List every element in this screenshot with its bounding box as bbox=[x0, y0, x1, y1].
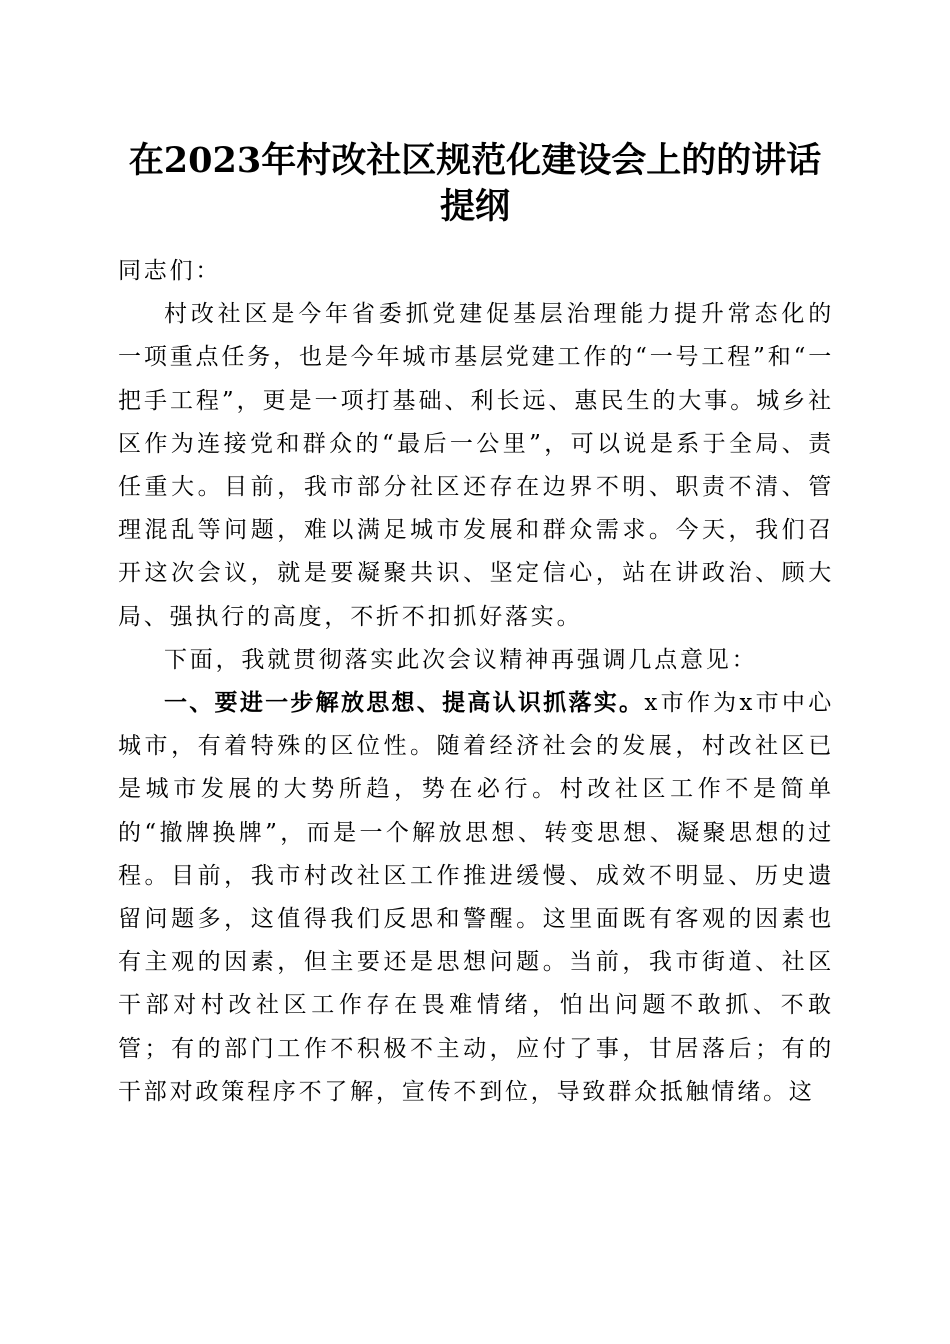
section-1-body: x市作为x市中心城市，有着特殊的区位性。随着经济社会的发展，村改社区已是城市发展的大势所趋，势在必行。村改社区工作不是简单的“撤牌换牌”，而是一个解放思想、转变思想、凝聚思想的过程。目前，我市村改社区工作推进缓慢、成效不明显、历史遗留问题多，这值得我们反思和警醒。这里面既有客观的因素也有主观的因素，但主要还是思想问题。当前，我市街道、社区干部对村改社区工作存在畏难情绪，怕出问题不敢抓、不敢管；有的部门工作不积极不主动，应付了事，甘居落后；有的干部对政策程序不了解，宣传不到位，导致群众抵触情绪。这 bbox=[118, 690, 835, 1105]
document-title bbox=[100, 138, 850, 230]
paragraph-intro: 村改社区是今年省委抓党建促基层治理能力提升常态化的一项重点任务，也是今年城市基层党建工作的“一号工程”和“一把手工程”，更是一项打基础、利长远、惠民生的大事。城乡社区作为连接党和群众的“最后一公里”，可以说是系于全局、责任重大。目前，我市部分社区还存在边界不明、职责不清、管理混乱等问题，难以满足城市发展和群众需求。今天，我们召开这次会议，就是要凝聚共识、坚定信心，站在讲政治、顾大局、强执行的高度，不折不扣抓好落实。 bbox=[118, 301, 834, 630]
section-1-paragraph bbox=[118, 682, 834, 1114]
document-body bbox=[118, 250, 834, 1114]
paragraph-transition: 下面，我就贯彻落实此次会议精神再强调几点意见： bbox=[164, 646, 758, 673]
salutation: 同志们： bbox=[118, 258, 222, 284]
section-1-heading: 一、要进一步解放思想、提高认识抓落实。 bbox=[164, 690, 645, 717]
title-line-1: 在2023年村改社区规范化建设会上的的讲话 bbox=[128, 140, 822, 181]
title-line-2: 提纲 bbox=[439, 186, 510, 227]
